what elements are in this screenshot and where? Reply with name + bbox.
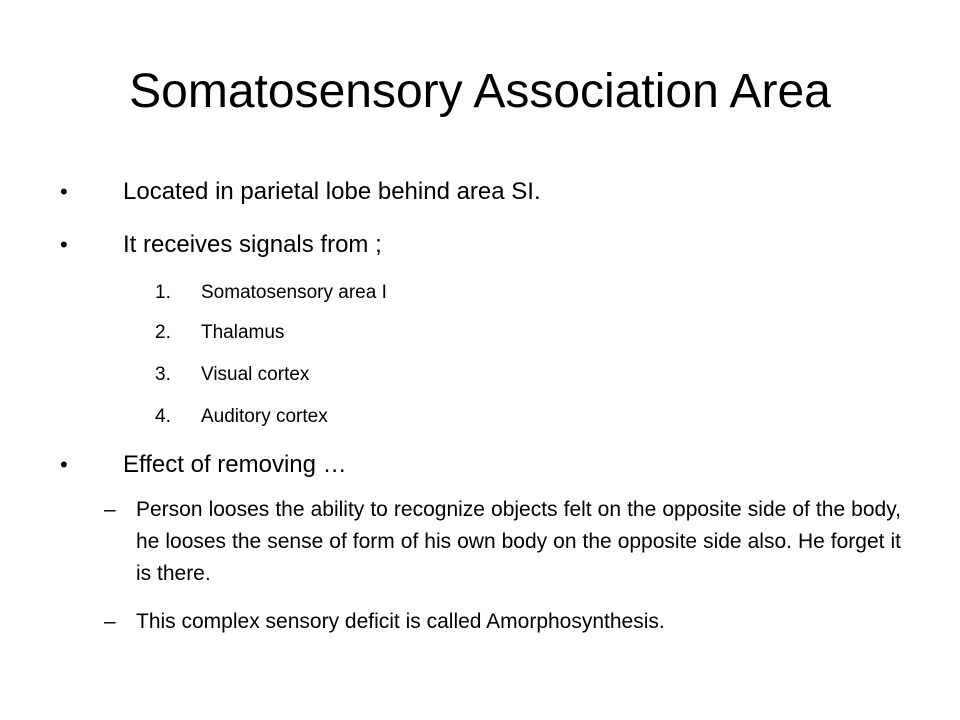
item-number: 3.: [155, 364, 171, 385]
bullet-item-effect: [60, 447, 900, 483]
item-text: Visual cortex: [201, 364, 310, 385]
bullet-text: It receives signals from ;: [123, 231, 382, 258]
item-number: 1.: [155, 282, 171, 303]
item-text: Thalamus: [201, 322, 285, 343]
item-number: 4.: [155, 406, 171, 427]
item-text: Auditory cortex: [201, 406, 328, 427]
sub-point-text: Person looses the ability to recognize objects felt on the opposite side of the body, he looses the sense of form of his own body on the opposite side also. He forget it is there.: [136, 498, 901, 585]
bullet-item-location: [60, 174, 900, 210]
bullet-marker: •: [60, 179, 68, 204]
bullet-text: Located in parietal lobe behind area SI.: [123, 178, 541, 205]
sub-point-marker: –: [104, 498, 116, 521]
bullet-marker: •: [60, 452, 68, 477]
sub-point-text: This complex sensory deficit is called Amorphosynthesis.: [136, 610, 665, 633]
numbered-item: [155, 360, 855, 390]
numbered-item: [155, 318, 855, 348]
slide-title: Somatosensory Association Area: [129, 65, 831, 118]
sub-point: [104, 606, 904, 638]
numbered-item: [155, 278, 855, 308]
numbered-item: [155, 402, 855, 432]
item-number: 2.: [155, 322, 171, 343]
bullet-item-signals: [60, 227, 900, 263]
bullet-marker: •: [60, 232, 68, 257]
sub-point-marker: –: [104, 610, 116, 633]
item-text: Somatosensory area I: [201, 282, 387, 303]
sub-point: [104, 494, 904, 590]
bullet-text: Effect of removing …: [123, 451, 347, 478]
